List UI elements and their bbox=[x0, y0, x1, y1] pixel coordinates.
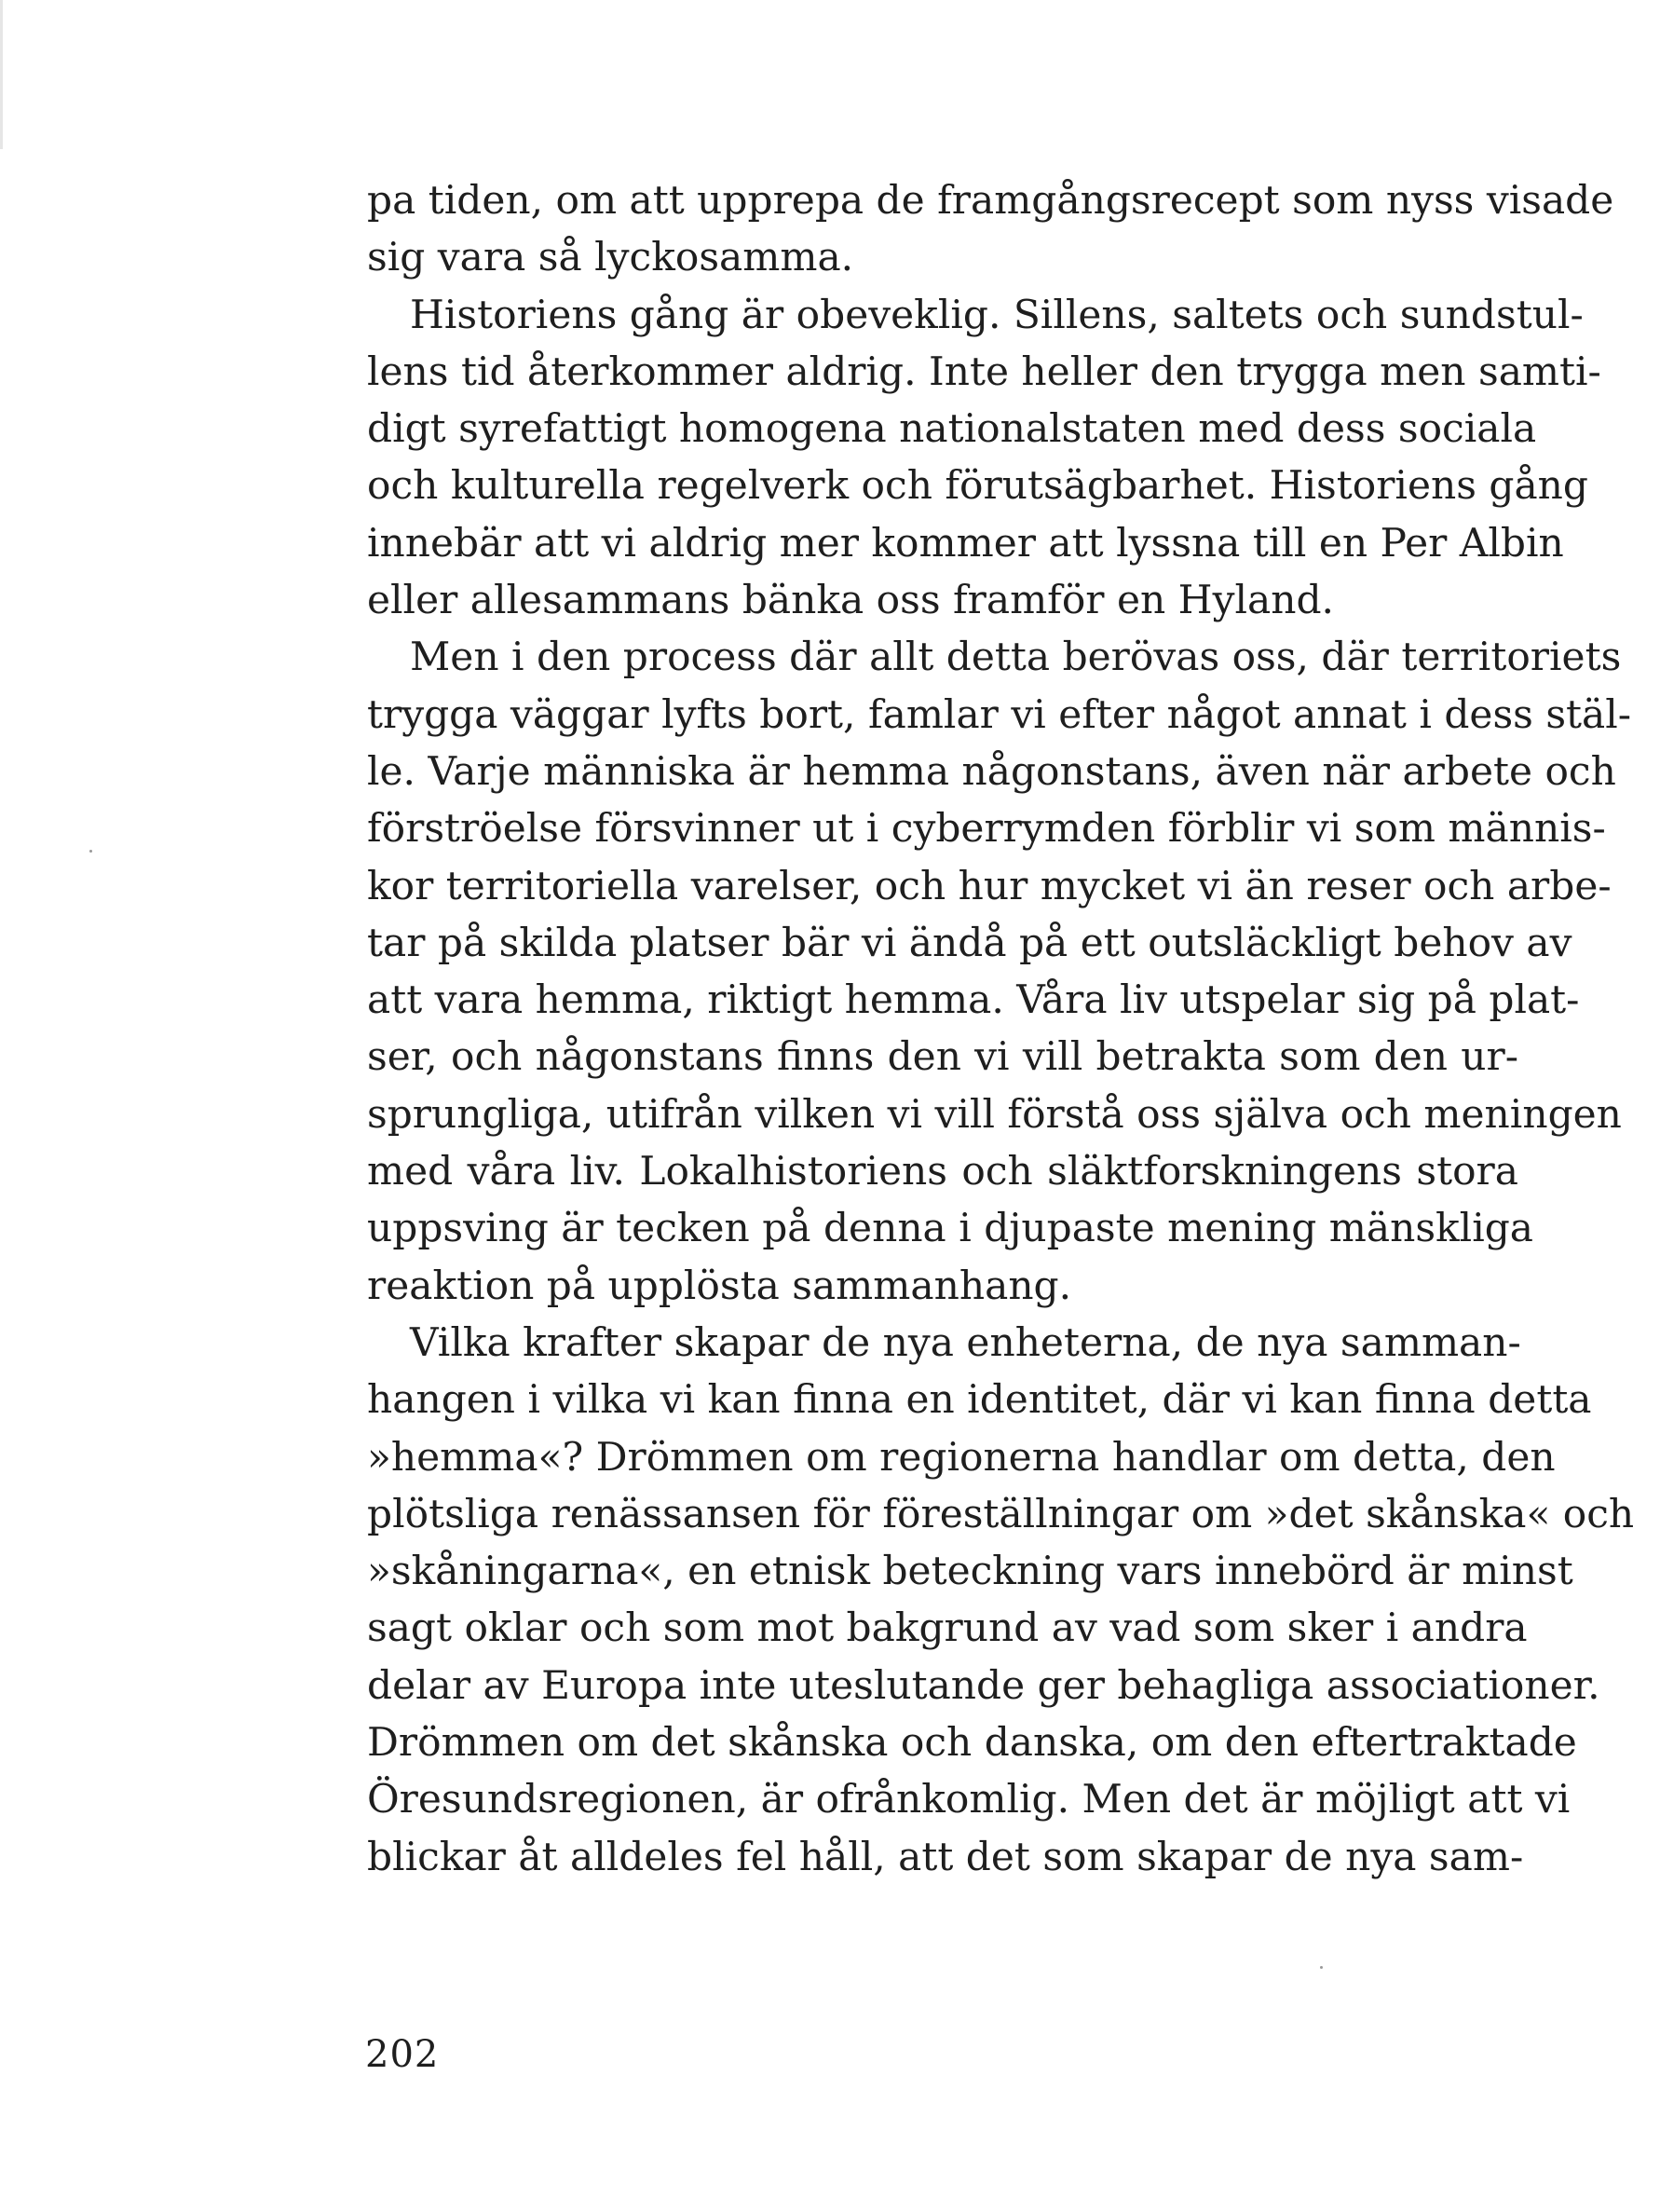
text-line: ser, och någonstans finns den vi vill betrakta som den ur- bbox=[367, 1033, 1518, 1080]
text-line: lens tid återkommer aldrig. Inte heller den trygga men samti- bbox=[367, 348, 1601, 394]
text-line: tar på skilda platser bär vi ändå på ett outsläckligt behov av bbox=[367, 919, 1572, 965]
text-line: kor territoriella varelser, och hur mycket vi än reser och arbe- bbox=[367, 862, 1612, 908]
text-line: sagt oklar och som mot bakgrund av vad som sker i andra bbox=[367, 1604, 1528, 1651]
text-line: innebär att vi aldrig mer kommer att lyssna till en Per Albin bbox=[367, 519, 1564, 566]
text-line: digt syrefattigt homogena nationalstaten med dess sociala bbox=[367, 405, 1537, 452]
text-line: »skåningarna«, en etnisk beteckning vars innebörd är minst bbox=[367, 1548, 1573, 1594]
text-line: hangen i vilka vi kan finna en identitet, där vi kan finna detta bbox=[367, 1376, 1592, 1423]
text-line: Öresundsregionen, är ofrånkomlig. Men det är möjligt att vi bbox=[367, 1776, 1571, 1823]
page-edge-shadow bbox=[0, 0, 3, 149]
page-number: 202 bbox=[365, 2033, 440, 2076]
body-text bbox=[367, 171, 1635, 1885]
text-line: trygga väggar lyfts bort, famlar vi efter något annat i dess stäl- bbox=[367, 690, 1632, 737]
text-line: eller allesammans bänka oss framför en Hyland. bbox=[367, 577, 1334, 623]
text-line: pa tiden, om att upprepa de framgångsrecept som nyss visade bbox=[367, 177, 1614, 223]
text-line: delar av Europa inte uteslutande ger behagliga associationer. bbox=[367, 1661, 1600, 1708]
text-line: med våra liv. Lokalhistoriens och släktforskningens stora bbox=[367, 1148, 1518, 1195]
text-line: att vara hemma, riktigt hemma. Våra liv utspelar sig på plat- bbox=[367, 976, 1580, 1023]
text-line: blickar åt alldeles fel håll, att det som skapar de nya sam- bbox=[367, 1833, 1524, 1879]
text-line: Vilka krafter skapar de nya enheterna, de nya samman- bbox=[410, 1318, 1521, 1365]
text-line: Historiens gång är obeveklig. Sillens, saltets och sundstul- bbox=[410, 291, 1584, 337]
text-line: sig vara så lyckosamma. bbox=[367, 234, 854, 280]
scan-speck bbox=[1320, 1966, 1323, 1969]
text-line: »hemma«? Drömmen om regionerna handlar om detta, den bbox=[367, 1433, 1556, 1480]
text-line: Men i den process där allt detta berövas oss, där territoriets bbox=[410, 634, 1622, 680]
text-line: plötsliga renässansen för föreställningar om »det skånska« och bbox=[367, 1490, 1635, 1536]
text-line: reaktion på upplösta sammanhang. bbox=[367, 1262, 1072, 1308]
text-line: Drömmen om det skånska och danska, om den eftertraktade bbox=[367, 1719, 1577, 1766]
text-line: förströelse försvinner ut i cyberrymden förblir vi som männis- bbox=[367, 805, 1606, 852]
text-line: uppsving är tecken på denna i djupaste mening mänskliga bbox=[367, 1205, 1534, 1251]
text-line: och kulturella regelverk och förutsägbarhet. Historiens gång bbox=[367, 462, 1588, 509]
text-line: le. Varje människa är hemma någonstans, även när arbete och bbox=[367, 747, 1616, 794]
scan-speck bbox=[89, 850, 92, 853]
text-line: sprungliga, utifrån vilken vi vill förstå oss själva och meningen bbox=[367, 1090, 1622, 1137]
